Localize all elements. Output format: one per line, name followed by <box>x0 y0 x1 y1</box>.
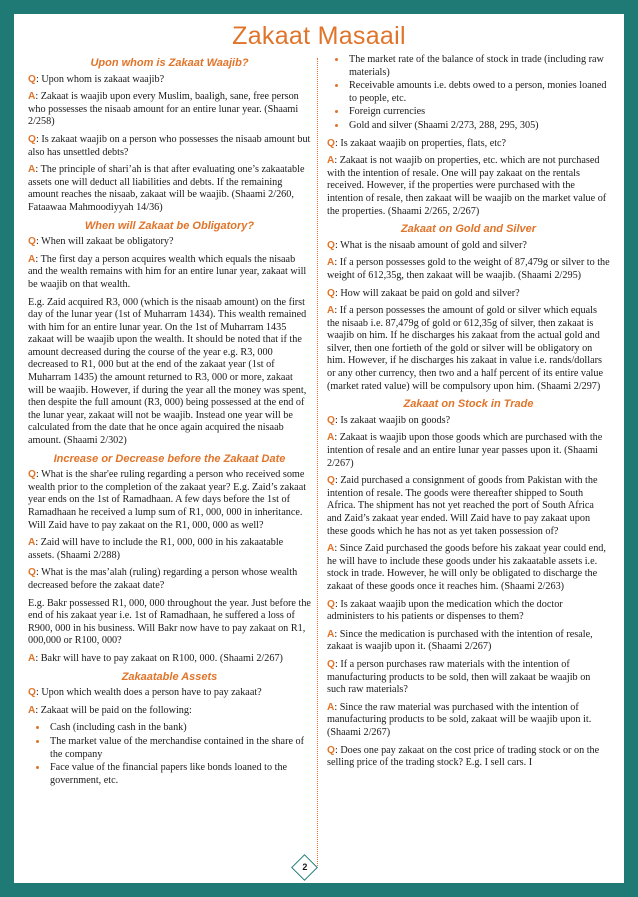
question: Q: Is zakaat waajib on a person who possesses the nisaab amount but also has unsettled debts? <box>28 133 311 158</box>
answer: A: Zakaat is not waajib on properties, etc. which are not purchased with the intention of resale. One will pay zakaat on the rentals received. However, if the properties were purchased with the intention of resale, then zakaat will be waajib on the market value of the properties. (Shaami 2/265, 2/267) <box>327 155 607 217</box>
section-heading: Zakaat on Stock in Trade <box>403 398 534 411</box>
question: Q: Does one pay zakaat on the cost price of trading stock or on the selling price of the trading stock? E.g. I sell cars. I <box>327 744 600 769</box>
list-item: • The market value of the merchandise contained in the share of the company <box>48 736 311 761</box>
question: Q: Is zakaat waajib on goods? <box>327 414 451 426</box>
right-column <box>327 54 610 775</box>
answer: A: The principle of shari’ah is that after evaluating one’s zakaatable assets one will deduct all liabilities and debts. If the remaining amount reaches the nisaab, zakaat will be waajib. (Shaami 2/260, Fataawaa Mahmoodiyyah 14/36) <box>28 164 305 213</box>
page-number: 2 <box>302 862 308 873</box>
answer: A: Zakaat is waajib upon those goods which are purchased with the intention of resale and an entire lunar year passes upon it. (Shaami 2/267) <box>327 432 603 469</box>
section-heading: Increase or Decrease before the Zakaat Date <box>53 452 286 465</box>
question: Q: What is the mas’alah (ruling) regarding a person whose wealth decreased before the zakaat date? <box>28 567 298 591</box>
bullet-list <box>327 54 610 133</box>
answer: A: If a person possesses the amount of gold or silver which equals the nisaab i.e. 87,479g of gold or 612,35g of silver, then zakaat is waajib on him. If he discharges his zakaat from the actual gold and silver, then one fortieth of the gold or silver will be obligatory on him. However, if he discharges his zakaat in value i.e. rands/dollars or any other currency, then two and a half percent of its entire value (market rated value) will be compulsory upon him. (Shaami 2/297) <box>327 305 603 392</box>
question: Q: If a person purchases raw materials with the intention of manufacturing products to be sold, then will zakaat be waajib on such raw materials? <box>327 658 591 696</box>
question: Q: When will zakaat be obligatory? <box>28 236 174 248</box>
page-title: Zakaat Masaail <box>232 22 406 50</box>
left-column <box>28 54 311 792</box>
question: Q: Is zakaat waajib on properties, flats, etc? <box>327 137 507 149</box>
bullet-list <box>28 722 311 787</box>
list-item: • Cash (including cash in the bank) <box>48 722 311 735</box>
answer: A: The first day a person acquires wealth which equals the nisaab and the wealth remains with him for an entire lunar year, zakaat will be waajib on that wealth. <box>28 253 307 290</box>
question: Q: What is the nisaab amount of gold and silver? <box>327 239 527 251</box>
answer: A: Bakr will have to pay zakaat on R100, 000. (Shaami 2/267) <box>28 652 283 664</box>
question: Q: Is zakaat waajib upon the medication which the doctor administers to his patients or dispenses to them? <box>327 598 563 623</box>
answer: A: Since the raw material was purchased with the intention of manufacturing products to be sold, zakaat will be waajib upon it. (Shaami 2/267) <box>327 701 592 738</box>
question: Q: How will zakaat be paid on gold and silver? <box>327 287 520 299</box>
answer: A: Since the medication is purchased with the intention of resale, zakaat is waajib upon it. (Shaami 2/267) <box>327 628 593 653</box>
question: Q: Zaid purchased a consignment of goods from Pakistan with the intention of resale. The goods were thereafter shipped to South Africa. The shipment has not yet reached the port of South Africa and Zaid’s zakaat year ended. Will Zaid have to pay zakaat upon these goods which he has not as yet taken possession of? <box>327 475 598 537</box>
section-heading: When will Zakaat be Obligatory? <box>84 219 255 232</box>
list-item: • Foreign currencies <box>347 106 610 119</box>
example-paragraph: E.g. Zaid acquired R3, 000 (which is the nisaab amount) on the first day of the lunar year (1st of Muharram 1434). This wealth remained with him for an entire lunar year. On the 1st of Muharram 1435 zakaat will be waajib upon the wealth. It should be noted that if the amount decreased during the course of the year e.g. R3, 000 decreased to R1, 000 but at the end of the zakaat year (1st of Muharram 1435) the amount returned to R3, 000 or more, zakaat will be waajib. However, if during the year all the money was spent, then despite the full amount (R3, 000) being possessed at the end of the lunar year, zakaat will not be waajib. Instead one year will be calculated from the date that he once again acquired the nisaab amount. (Shaami 2/302) <box>28 296 307 447</box>
list-item: • Face value of the financial papers like bonds loaned to the government, etc. <box>48 762 311 787</box>
question: Q: Upon which wealth does a person have to pay zakaat? <box>28 687 262 699</box>
list-item: • The market rate of the balance of stock in trade (including raw materials) <box>347 54 610 79</box>
answer: A: Zaid will have to include the R1, 000, 000 in his zakaatable assets. (Shaami 2/288) <box>28 537 284 561</box>
section-heading: Zakaatable Assets <box>121 670 218 683</box>
answer: A: Zakaat will be paid on the following: <box>28 704 192 716</box>
section-heading: Upon whom is Zakaat Waajib? <box>90 57 249 69</box>
answer: A: If a person possesses gold to the weight of 87,479g or silver to the weight of 612,35g, then zakaat will be waajib. (Shaami 2/295) <box>327 257 610 281</box>
answer: A: Since Zaid purchased the goods before his zakaat year could end, he will have to include these goods under his zakaatable assets i.e. stock in trade. However, he will only be obligated to discharge the zakaat of these goods once it reaches him. (Shaami 2/263) <box>327 543 606 592</box>
section-heading: Zakaat on Gold and Silver <box>400 223 537 236</box>
question: Q: Upon whom is zakaat waajib? <box>28 73 165 85</box>
page <box>14 14 624 883</box>
list-item: • Gold and silver (Shaami 2/273, 288, 295, 305) <box>347 120 610 133</box>
column-divider <box>317 58 318 866</box>
example-paragraph: E.g. Bakr possessed R1, 000, 000 throughout the year. Just before the end of his zakaat year i.e. 1st of Ramadhaan, he suffered a loss of R900, 000 in his business. Will Bakr now have to pay zakaat on R1, 000,000 or R100, 000? <box>28 597 311 647</box>
list-item: • Receivable amounts i.e. debts owed to a person, monies loaned to people, etc. <box>347 80 610 105</box>
answer: A: Zakaat is waajib upon every Muslim, baaligh, sane, free person who possesses the nisaab amount for an entire lunar year. (Shaami 2/258) <box>28 91 299 128</box>
question: Q: What is the shar'ee ruling regarding a person who received some wealth prior to the completion of the zakaat year? E.g. Zaid’s zakaat year ends on the 1st of Ramadhaan. A few days before the 1st of Ramadhaan he received a lump sum of R1, 000, 000 in inheritance. Will Zaid have to pay zakaat on the R1, 000, 000 as well? <box>28 469 307 531</box>
